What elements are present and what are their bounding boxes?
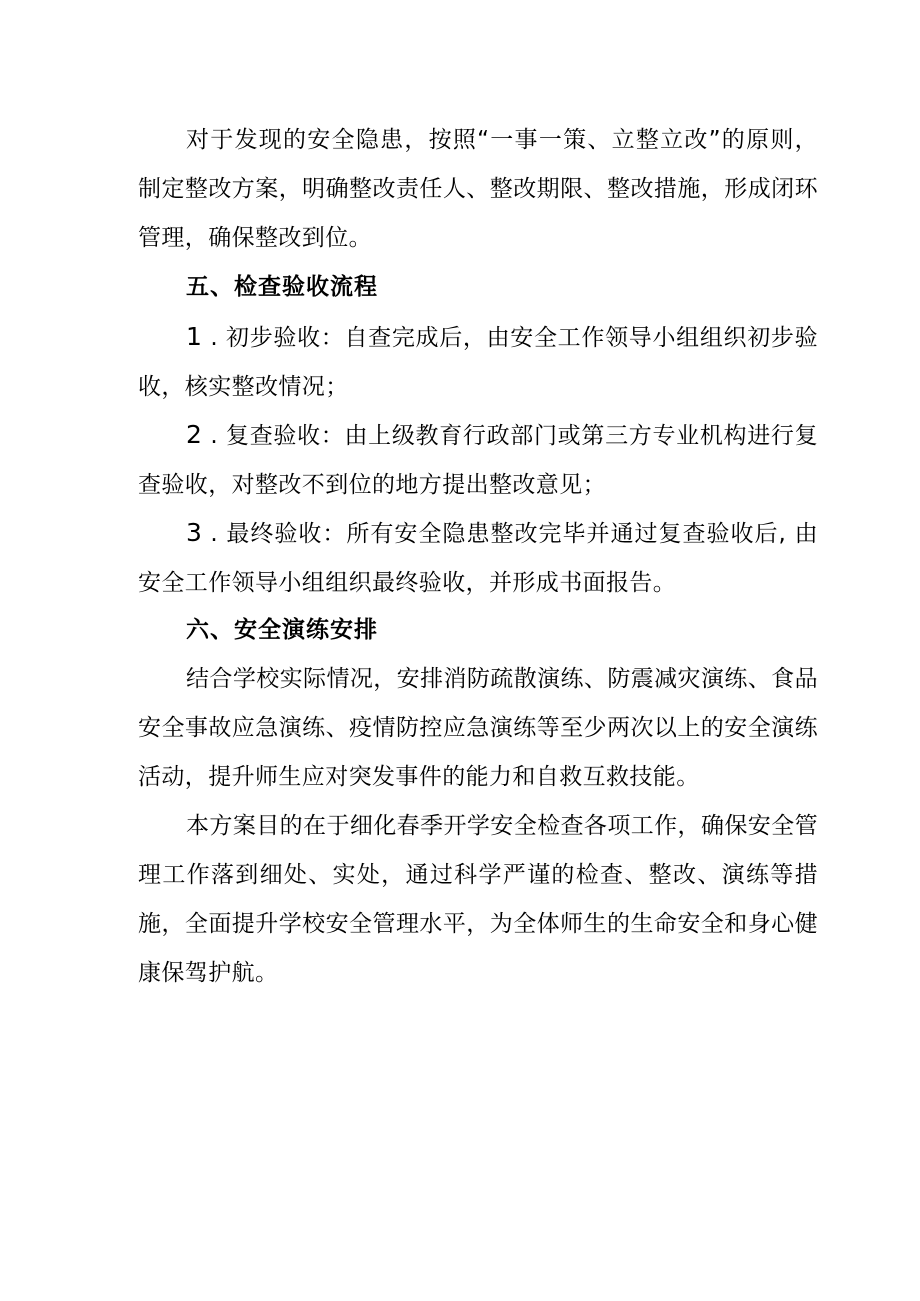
- paragraph-conclusion: 本方案目的在于细化春季开学安全检查各项工作，确保安全管理工作落到细处、实处，通过科学严谨的检查、整改、演练等措施，全面提升学校安全管理水平，为全体师生的生命安全和身心健康保驾护航。: [138, 813, 818, 986]
- section-heading-acceptance: 五、检查验收流程: [186, 274, 378, 300]
- list-item-text: . 复查验收：由上级教育行政部门或第三方专业机构进行复查验收，对整改不到位的地方提出整改意见；: [138, 423, 818, 498]
- list-number: 3: [186, 518, 203, 547]
- list-item-text: . 最终验收：所有安全隐患整改完毕并通过复查验收后, 由安全工作领导小组组织最终验收，并形成书面报告。: [138, 521, 818, 596]
- list-item-review-acceptance: [138, 410, 818, 510]
- list-number: 2: [186, 420, 203, 449]
- section-heading-drills: 六、安全演练安排: [186, 617, 378, 643]
- list-item-text: . 初步验收：自查完成后，由安全工作领导小组组织初步验收，核实整改情况；: [138, 325, 818, 400]
- paragraph-rectification: 对于发现的安全隐患，按照“一事一策、立整立改”的原则，制定整改方案，明确整改责任人、整改期限、整改措施，形成闭环管理，确保整改到位。: [138, 127, 818, 251]
- list-number: 1: [186, 322, 203, 351]
- paragraph-drills: 结合学校实际情况，安排消防疏散演练、防震减灾演练、食品安全事故应急演练、疫情防控应急演练等至少两次以上的安全演练活动，提升师生应对突发事件的能力和自救互救技能。: [138, 666, 818, 790]
- list-item-final-acceptance: [138, 508, 818, 608]
- list-item-initial-acceptance: [138, 312, 818, 412]
